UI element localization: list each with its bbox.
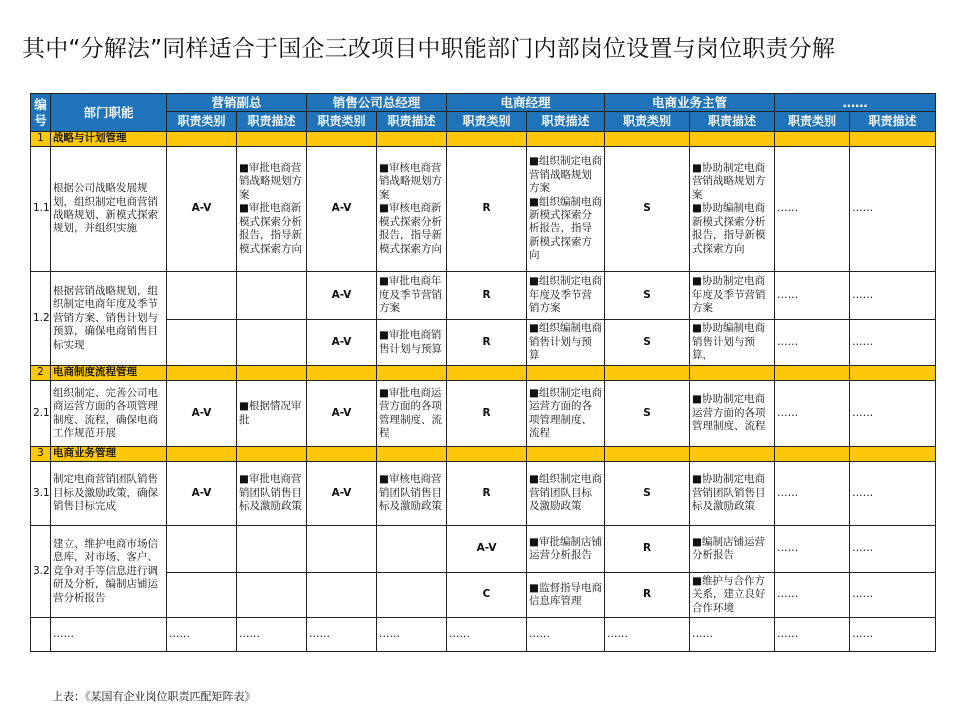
- role-desc-more: ……: [850, 381, 936, 447]
- row-function: 根据公司战略发展规划，组织制定电商营销战略规划、新模式探索规划，并组织实施: [51, 147, 167, 272]
- table-caption: 上表：《某国有企业岗位职责匹配矩阵表》: [52, 690, 256, 703]
- table-row: [31, 381, 936, 447]
- role-code: R: [447, 147, 527, 272]
- role-desc: ■编制店铺运营分析报告: [690, 526, 775, 573]
- header-position-ecommerce-supervisor: 电商业务主管: [605, 94, 775, 112]
- role-code: A-V: [307, 320, 377, 366]
- role-desc: ■根据情况审批: [237, 381, 307, 447]
- role-desc-more: ……: [850, 320, 936, 366]
- role-desc: ■协助编制电商销售计划与预算，: [690, 320, 775, 366]
- role-desc: ■审核电商营销团队销售目标及激励政策: [377, 462, 447, 526]
- role-desc: ■组织制定电商营销战略规划方案 ■组织编制电商新模式探索分析报告，指导新模式探索方向: [527, 147, 605, 272]
- role-desc: ■审批电商营销战略规划方案 ■审批电商新模式探索分析报告，指导新模式探索方向: [237, 147, 307, 272]
- row-num: 3.2: [31, 526, 51, 618]
- section-num: 1: [31, 132, 51, 147]
- role-code-more: ……: [775, 381, 850, 447]
- table-row: [31, 618, 936, 652]
- role-code-more: ……: [775, 618, 850, 652]
- row-num: 1.1: [31, 147, 51, 272]
- role-desc: [377, 573, 447, 618]
- role-desc: ■审批电商年度及季节营销方案: [377, 272, 447, 320]
- role-code-more: ……: [775, 526, 850, 573]
- row-num: [31, 618, 51, 652]
- role-desc: ■协助制定电商运营方面的各项管理制度、流程: [690, 381, 775, 447]
- role-code: A-V: [307, 381, 377, 447]
- section-row: [31, 447, 936, 462]
- role-desc: ■协助制定电商营销团队销售目标及激励政策: [690, 462, 775, 526]
- role-code: S: [605, 462, 690, 526]
- role-code: [167, 320, 237, 366]
- table-row: [31, 462, 936, 526]
- table-row: [31, 526, 936, 573]
- role-code: A-V: [167, 462, 237, 526]
- header-type: 职责类别: [605, 112, 690, 132]
- header-type: 职责类别: [167, 112, 237, 132]
- table-row: [31, 320, 936, 366]
- header-desc: 职责描述: [527, 112, 605, 132]
- role-desc: ■维护与合作方关系，建立良好合作环境: [690, 573, 775, 618]
- section-num: 3: [31, 447, 51, 462]
- role-desc: ■协助制定电商营销战略规划方案 ■协助编制电商新模式探索分析报告，指导新模式探索方向: [690, 147, 775, 272]
- section-title: 电商制度流程管理: [51, 366, 167, 381]
- role-code: C: [447, 573, 527, 618]
- role-desc-more: ……: [850, 147, 936, 272]
- role-code: [307, 573, 377, 618]
- role-desc: ……: [527, 618, 605, 652]
- row-num: 1.2: [31, 272, 51, 366]
- role-code: R: [447, 272, 527, 320]
- role-desc: ……: [377, 618, 447, 652]
- role-code-more: ……: [775, 147, 850, 272]
- role-desc: [237, 320, 307, 366]
- role-desc: [237, 272, 307, 320]
- header-row-subcolumns: [31, 112, 936, 132]
- role-code: A-V: [307, 272, 377, 320]
- row-function: 建立、维护电商市场信息库，对市场、客户、竞争对手等信息进行调研及分析，编制店铺运营分析报告: [51, 526, 167, 618]
- role-desc: ■组织制定电商运营方面的各项管理制度、流程: [527, 381, 605, 447]
- role-code: ……: [605, 618, 690, 652]
- role-code: R: [447, 381, 527, 447]
- role-desc-more: ……: [850, 526, 936, 573]
- row-num: 3.1: [31, 462, 51, 526]
- role-code: [167, 526, 237, 573]
- role-desc: ■组织制定电商年度及季节营销方案: [527, 272, 605, 320]
- role-code: S: [605, 381, 690, 447]
- section-row: [31, 132, 936, 147]
- role-code: [167, 272, 237, 320]
- role-code: R: [605, 573, 690, 618]
- role-desc: ■组织制定电商营销团队目标及激励政策: [527, 462, 605, 526]
- role-code: R: [605, 526, 690, 573]
- role-code: A-V: [167, 381, 237, 447]
- role-desc: ■审批电商销售计划与预算: [377, 320, 447, 366]
- row-function: ……: [51, 618, 167, 652]
- header-position-sales-gm: 销售公司总经理: [307, 94, 447, 112]
- header-type: 职责类别: [447, 112, 527, 132]
- role-desc: ■组织编制电商销售计划与预算: [527, 320, 605, 366]
- header-desc: 职责描述: [690, 112, 775, 132]
- role-desc: ■审批电商运营方面的各项管理制度、流程: [377, 381, 447, 447]
- header-type: 职责类别: [775, 112, 850, 132]
- role-code: ……: [307, 618, 377, 652]
- role-code: S: [605, 272, 690, 320]
- header-num: 编号: [31, 94, 51, 132]
- role-code: [167, 573, 237, 618]
- table-row: [31, 272, 936, 320]
- header-position-ecommerce-manager: 电商经理: [447, 94, 605, 112]
- role-desc-more: ……: [850, 272, 936, 320]
- role-code: R: [447, 320, 527, 366]
- role-code-more: ……: [775, 320, 850, 366]
- role-desc: ■监督指导电商信息库管理: [527, 573, 605, 618]
- row-num: 2.1: [31, 381, 51, 447]
- role-code: A-V: [167, 147, 237, 272]
- page-title: 其中“分解法”同样适合于国企三改项目中职能部门内部岗位设置与岗位职责分解: [22, 36, 836, 62]
- role-code: A-V: [307, 147, 377, 272]
- role-code: S: [605, 147, 690, 272]
- role-code: R: [447, 462, 527, 526]
- header-position-marketing-vp: 营销副总: [167, 94, 307, 112]
- row-function: 根据营销战略规划，组织制定电商年度及季节营销方案、销售计划与预算，确保电商销售目标实现: [51, 272, 167, 366]
- header-type: 职责类别: [307, 112, 377, 132]
- role-code: S: [605, 320, 690, 366]
- header-dept-function: 部门职能: [51, 94, 167, 132]
- role-code-more: ……: [775, 272, 850, 320]
- role-desc-more: ……: [850, 618, 936, 652]
- responsibility-matrix-table: [30, 93, 936, 652]
- role-code: A-V: [307, 462, 377, 526]
- role-desc: [377, 526, 447, 573]
- header-desc: 职责描述: [850, 112, 936, 132]
- section-title: 电商业务管理: [51, 447, 167, 462]
- role-desc: [237, 573, 307, 618]
- role-desc: ■审核电商营销战略规划方案 ■审核电商新模式探索分析报告，指导新模式探索方向: [377, 147, 447, 272]
- row-function: 制定电商营销团队销售目标及激励政策，确保销售目标完成: [51, 462, 167, 526]
- role-desc: ■协助制定电商年度及季节营销方案: [690, 272, 775, 320]
- header-desc: 职责描述: [377, 112, 447, 132]
- role-desc: ……: [237, 618, 307, 652]
- table-row: [31, 573, 936, 618]
- role-code: ……: [447, 618, 527, 652]
- section-num: 2: [31, 366, 51, 381]
- role-code-more: ……: [775, 462, 850, 526]
- role-desc: [237, 526, 307, 573]
- header-desc: 职责描述: [237, 112, 307, 132]
- role-desc: ■审批编制店铺运营分析报告: [527, 526, 605, 573]
- table-row: [31, 147, 936, 272]
- role-desc: ■审批电商营销团队销售目标及激励政策: [237, 462, 307, 526]
- role-code: [307, 526, 377, 573]
- role-code: A-V: [447, 526, 527, 573]
- section-title: 战略与计划管理: [51, 132, 167, 147]
- role-desc-more: ……: [850, 462, 936, 526]
- role-code: ……: [167, 618, 237, 652]
- header-position-more: ……: [775, 94, 936, 112]
- header-row-positions: [31, 94, 936, 112]
- role-desc: ……: [690, 618, 775, 652]
- role-desc-more: ……: [850, 573, 936, 618]
- section-row: [31, 366, 936, 381]
- role-code-more: ……: [775, 573, 850, 618]
- row-function: 组织制定、完善公司电商运营方面的各项管理制度、流程，确保电商工作规范开展: [51, 381, 167, 447]
